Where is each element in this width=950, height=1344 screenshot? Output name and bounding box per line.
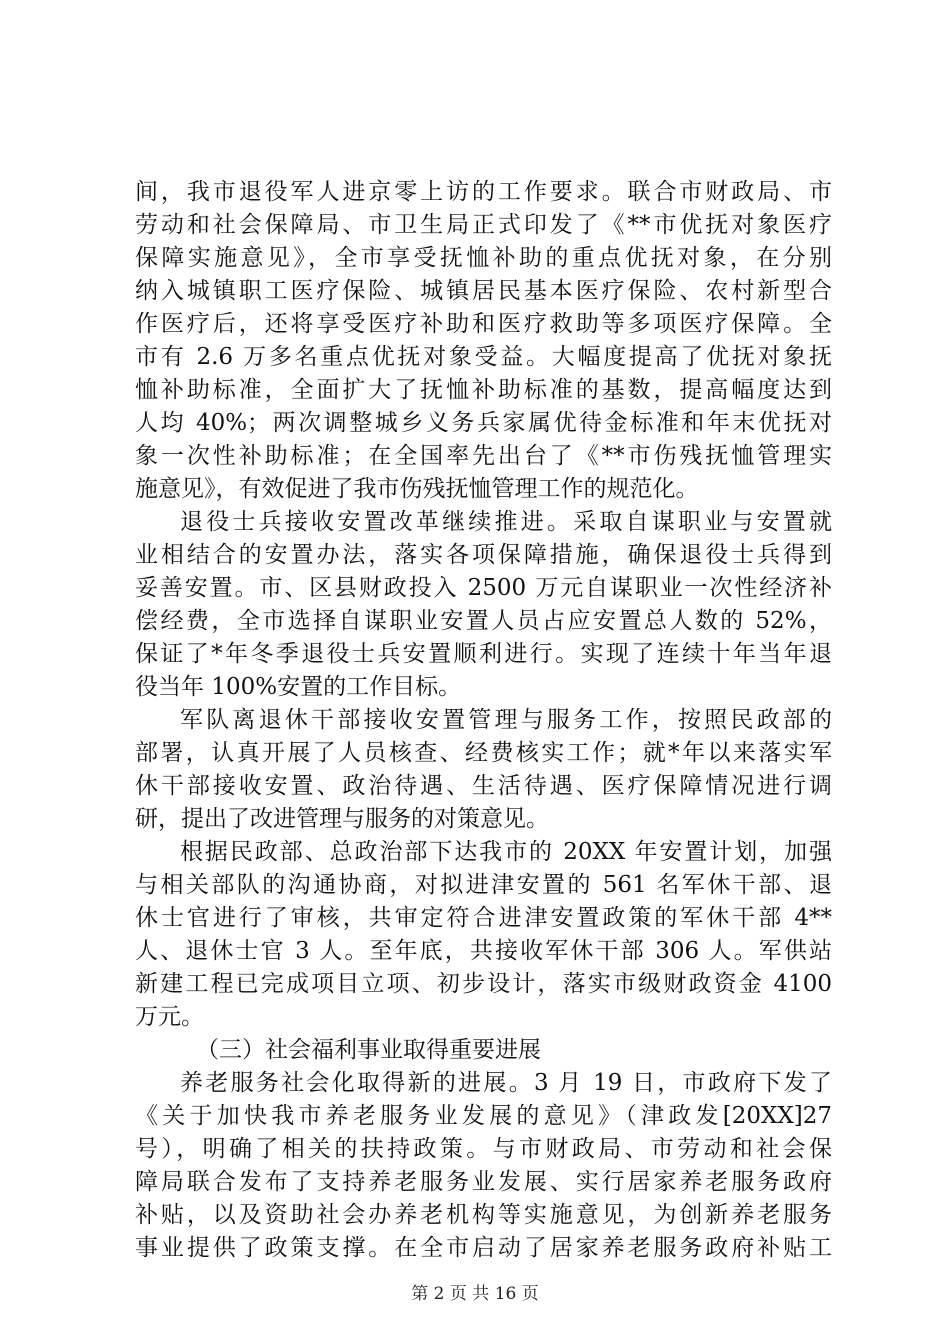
text-line: 事业提供了政策支撑。在全市启动了居家养老服务政府补贴工 — [135, 1235, 832, 1261]
text-line: 万元。 — [135, 1004, 204, 1030]
text-line: 妥善安置。市、区县财政投入 2500 万元自谋职业一次性经济补 — [135, 575, 832, 601]
text-line: 作医疗后，还将享受医疗补助和医疗救助等多项医疗保障。全 — [135, 311, 832, 337]
text-line: 人、退休士官 3 人。至年底，共接收军休干部 306 人。军供站 — [135, 938, 832, 964]
text-line: 人均 40%；两次调整城乡义务兵家属优待金标准和年末优抚对 — [135, 410, 832, 436]
text-line: 役当年 100%安置的工作目标。 — [135, 674, 462, 700]
text-line: 间，我市退役军人进京零上访的工作要求。联合市财政局、市 — [135, 179, 832, 205]
text-line: 恤补助标准，全面扩大了抚恤补助标准的基数，提高幅度达到 — [135, 377, 832, 403]
text-line: 纳入城镇职工医疗保险、城镇居民基本医疗保险、农村新型合 — [135, 278, 832, 304]
text-line: 研，提出了改进管理与服务的对策意见。 — [135, 806, 549, 832]
text-line: 象一次性补助标准；在全国率先出台了《**市伤残抚恤管理实 — [135, 443, 832, 469]
paragraph-start: 军队离退休干部接收安置管理与服务工作，按照民政部的 — [180, 707, 832, 733]
text-line: 号），明确了相关的扶持政策。与市财政局、市劳动和社会保 — [135, 1136, 832, 1162]
text-line: 偿经费，全市选择自谋职业安置人员占应安置总人数的 52%， — [135, 608, 832, 634]
text-line: 休干部接收安置、政治待遇、生活待遇、医疗保障情况进行调 — [135, 773, 832, 799]
text-line: 补贴，以及资助社会办养老机构等实施意见，为创新养老服务 — [135, 1202, 832, 1228]
text-line: 保障实施意见》，全市享受抚恤补助的重点优抚对象，在分别 — [135, 245, 832, 271]
text-line: 业相结合的安置办法，落实各项保障措施，确保退役士兵得到 — [135, 542, 832, 568]
text-line: 与相关部队的沟通协商，对拟进津安置的 561 名军休干部、退 — [135, 872, 832, 898]
text-line: 新建工程已完成项目立项、初步设计，落实市级财政资金 4100 — [135, 971, 832, 997]
paragraph-start: 退役士兵接收安置改革继续推进。采取自谋职业与安置就 — [180, 509, 832, 535]
text-line: 休士官进行了审核，共审定符合进津安置政策的军休干部 4** — [135, 905, 832, 931]
text-line: 障局联合发布了支持养老服务业发展、实行居家养老服务政府 — [135, 1169, 832, 1195]
text-line: 施意见》，有效促进了我市伤残抚恤管理工作的规范化。 — [135, 476, 699, 502]
paragraph-start: 根据民政部、总政治部下达我市的 20XX 年安置计划，加强 — [180, 839, 832, 865]
page-number: 第 2 页 共 16 页 — [411, 1284, 539, 1304]
text-line: 部署，认真开展了人员核查、经费核实工作；就*年以来落实军 — [135, 740, 832, 766]
paragraph-start: 养老服务社会化取得新的进展。3 月 19 日，市政府下发了 — [180, 1070, 832, 1096]
text-line: 劳动和社会保障局、市卫生局正式印发了《**市优抚对象医疗 — [135, 212, 832, 238]
text-line: 保证了*年冬季退役士兵安置顺利进行。实现了连续十年当年退 — [135, 641, 832, 667]
text-line: 《关于加快我市养老服务业发展的意见》（津政发[20XX]27 — [135, 1103, 832, 1129]
text-line: 市有 2.6 万多名重点优抚对象受益。大幅度提高了优抚对象抚 — [135, 344, 832, 370]
section-heading: （三）社会福利事业取得重要进展 — [196, 1037, 541, 1063]
